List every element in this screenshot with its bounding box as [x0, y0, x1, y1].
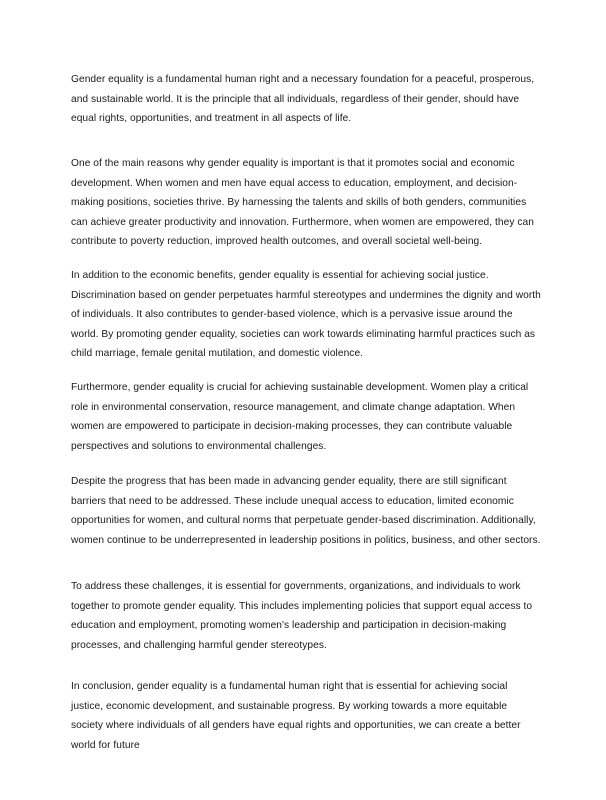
paragraph-introduction: Gender equality is a fundamental human right and a necessary foundation for a peaceful, prosperous, and sustainable world. It is the principle that all individuals, regardless of their gender, should have equal rights, opportunities, and treatment in all aspects of life. — [71, 74, 535, 125]
paragraph-barriers: Despite the progress that has been made in advancing gender equality, there are still significant barriers that need to be addressed. These include unequal access to education, limited economic opportunities for women, and cultural norms that perpetuate gender-based discrimination. Additionally, women continue to be underrepresented in leadership positions in politics, business, and other sectors. — [71, 476, 541, 546]
paragraph-conclusion: In conclusion, gender equality is a fundamental human right that is essential for achieving social justice, economic development, and sustainable progress. By working towards a more equitable society where individuals of all genders have equal rights and opportunities, we can create a better world for future — [71, 681, 521, 751]
paragraph-sustainability: Furthermore, gender equality is crucial for achieving sustainable development. Women play a critical role in environmental conservation, resource management, and climate change adaptation. When women are empowered to participate in decision-making processes, they can contribute valuable perspectives and solutions to environmental challenges. — [71, 382, 529, 452]
paragraph-development: One of the main reasons why gender equality is important is that it promotes social and economic development. When women and men have equal access to education, employment, and decision-making positions, societies thrive. By harnessing the talents and skills of both genders, communities can achieve greater productivity and innovation. Furthermore, when women are empowered, they can contribute to poverty reduction, improved health outcomes, and overall societal well-being. — [71, 158, 534, 248]
paragraph-social-justice: In addition to the economic benefits, gender equality is essential for achieving social justice. Discrimination based on gender perpetuates harmful stereotypes and undermines the dignity and worth of individuals. It also contributes to gender-based violence, which is a pervasive issue around the world. By promoting gender equality, societies can work towards eliminating harmful practices such as child marriage, female genital mutilation, and domestic violence. — [71, 270, 541, 360]
paragraph-solutions: To address these challenges, it is essential for governments, organizations, and individuals to work together to promote gender equality. This includes implementing policies that support equal access to education and employment, promoting women's leadership and participation in decision-making processes, and challenging harmful gender stereotypes. — [71, 581, 533, 651]
